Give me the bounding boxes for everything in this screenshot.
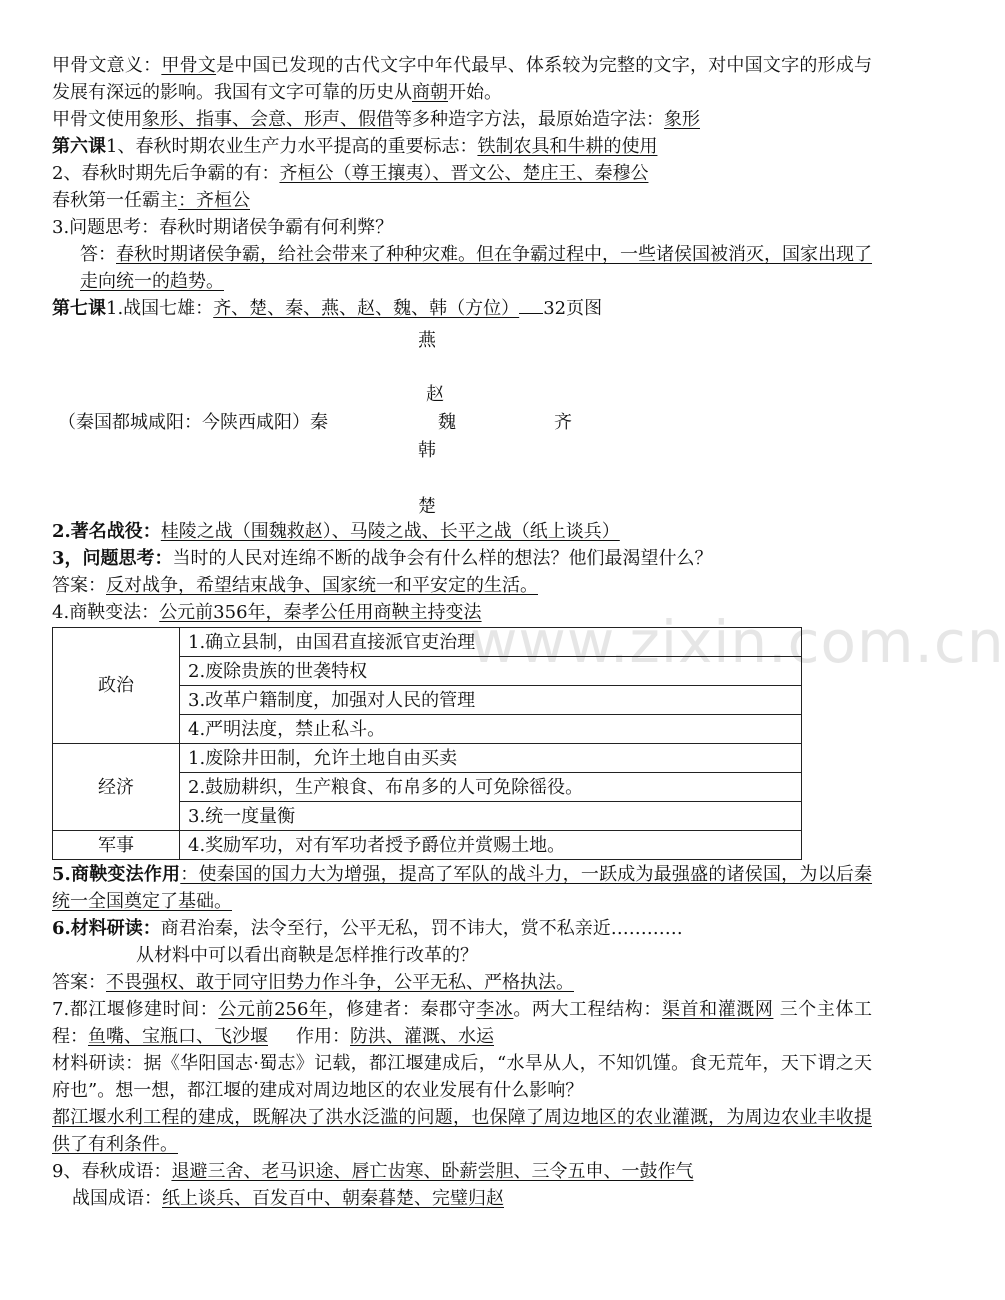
q7-main-label: 三个主体工程： — [52, 999, 873, 1047]
lesson6-a4-text: 春秋时期诸侯争霸，给社会带来了种种灾难。但在争霸过程中，一些诸侯国被消灭，国家出现了走向统一的趋势。 — [80, 244, 872, 292]
lesson7-q1 — [52, 295, 872, 322]
table-cell: 4.奖励军功，对有军功者授予爵位并赏赐土地。 — [180, 831, 802, 860]
map-chu: 楚 — [418, 496, 436, 517]
reform-table — [52, 627, 802, 860]
table-cell: 2.鼓励耕织，生产粮食、布帛多的人可免除徭役。 — [180, 773, 802, 802]
watermark: www.zixin.com.cn — [470, 608, 1005, 676]
lesson6-q4: 3.问题思考：春秋时期诸侯争霸有何利弊？ — [52, 217, 394, 238]
map-han: 韩 — [418, 440, 436, 461]
map-yan: 燕 — [418, 330, 436, 351]
lesson7-q4 — [52, 599, 872, 626]
lesson6-title: 第六课 — [52, 136, 106, 157]
q6-text: 商君治秦，法令至行，公平无私，罚不讳大，赏不私亲近………… — [160, 918, 683, 939]
table-cell: 1.废除井田制，允许土地自由买卖 — [180, 744, 802, 773]
category-economy: 经济 — [53, 744, 180, 831]
q7-func-label: 作用： — [296, 1026, 350, 1047]
q7-time: 公元前256年 — [218, 999, 328, 1020]
table-row — [53, 831, 802, 860]
q9-label: 9、春秋成语： — [52, 1161, 172, 1182]
q7-label: 7.都江堰修建时间： — [52, 999, 219, 1020]
q6-label: 6.材料研读： — [52, 918, 161, 939]
lesson7-q10 — [52, 1185, 872, 1212]
oracle-meaning-end: 开始。 — [448, 82, 502, 103]
oracle-original-method: 象形 — [664, 109, 700, 130]
table-cell: 2.废除贵族的世袭特权 — [180, 657, 802, 686]
category-politics: 政治 — [53, 628, 180, 744]
q4-text: 公元前356年，秦孝公任用商鞅主持变法 — [159, 602, 482, 623]
map-zhao: 赵 — [426, 384, 444, 405]
q10-text: 纸上谈兵、百发百中、朝秦暮楚、完璧归赵 — [162, 1188, 504, 1209]
lesson7-battles — [52, 518, 872, 545]
oracle-meaning — [52, 52, 872, 106]
table-cell: 4.严明法度，禁止私斗。 — [180, 715, 802, 744]
lesson6-q1-text: 1、春秋时期农业生产力水平提高的重要标志： — [106, 136, 478, 157]
lesson7-q1-text: 1.战国七雄： — [106, 298, 214, 319]
q7-struct: 渠首和灌溉网 — [661, 999, 774, 1020]
q9-text: 退避三舍、老马识途、唇亡齿寒、卧薪尝胆、三令五申、一鼓作气 — [171, 1161, 694, 1182]
seven-states-map — [52, 322, 872, 517]
table-cell: 1.确立县制，由国君直接派官吏治理 — [180, 628, 802, 657]
lesson6-a1: 铁制农具和牛耕的使用 — [477, 136, 658, 157]
q5-text: ：使秦国的国力大为增强，提高了军队的战斗力，一跃成为最强盛的诸侯国，为以后秦统一全国奠定了基础。 — [52, 864, 873, 912]
table-row — [53, 744, 802, 773]
lesson7-title: 第七课 — [52, 298, 106, 319]
table-row — [53, 628, 802, 657]
battles-label: 2.著名战役： — [52, 521, 161, 542]
q5-label: 5.商鞅变法作用 — [52, 864, 181, 885]
oracle-methods: 象形、指事、会意、形声、假借 — [142, 109, 394, 130]
lesson7-a6 — [52, 969, 872, 996]
q3-text: 当时的人民对连绵不断的战争会有什么样的想法？他们最渴望什么？ — [172, 548, 713, 569]
lesson6-a4 — [52, 241, 872, 295]
oracle-dynasty: 商朝 — [412, 82, 448, 103]
lesson6-q3 — [52, 187, 872, 214]
oracle-term: 甲骨文 — [161, 55, 217, 76]
q10-label: 战国成语： — [72, 1188, 162, 1209]
lesson7-a3 — [52, 572, 872, 599]
q7-func: 防洪、灌溉、水运 — [350, 1026, 494, 1047]
oracle-use — [52, 106, 872, 133]
lesson7-page-ref: 32页图 — [543, 298, 603, 319]
table-cell: 3.统一度量衡 — [180, 802, 802, 831]
lesson7-q9 — [52, 1158, 872, 1185]
lesson7-q7 — [52, 996, 872, 1050]
lesson6-q2 — [52, 160, 872, 187]
lesson7-a1: 齐、楚、秦、燕、赵、魏、韩（方位） — [213, 298, 520, 319]
map-wei: 魏 — [438, 412, 456, 433]
battles-text: 桂陵之战（围魏救赵）、马陵之战、长平之战（纸上谈兵） — [160, 521, 620, 542]
a3-label: 答案： — [52, 575, 106, 596]
lesson6-q2-text: 2、春秋时期先后争霸的有： — [52, 163, 280, 184]
table-cell: 3.改革户籍制度，加强对人民的管理 — [180, 686, 802, 715]
q3-label: 3，问题思考： — [52, 548, 173, 569]
q7-struct-label: 。两大工程结构： — [513, 999, 662, 1020]
lesson6-a2: 齐桓公（尊王攘夷）、晋文公、楚庄王、秦穆公 — [279, 163, 649, 184]
category-military: 军事 — [53, 831, 180, 860]
a6-text: 不畏强权、敢于同守旧势力作斗争，公平无私、严格执法。 — [106, 972, 574, 993]
oracle-meaning-label: 甲骨文意义： — [52, 55, 162, 76]
lesson7-q7-material: 材料研读：据《华阳国志·蜀志》记载，都江堰建成后，“水旱从人，不知饥馑。食无荒年，天下谓之天府也”。想一想，都江堰的建成对周边地区的农业发展有什么影响？ — [52, 1053, 872, 1101]
lesson6-a3: ：齐桓公 — [178, 190, 250, 211]
lesson7-q3 — [52, 545, 872, 572]
oracle-use-text: 等多种造字方法，最原始造字法： — [394, 109, 664, 130]
map-qin: （秦国都城咸阳：今陕西咸阳）秦 — [58, 412, 328, 433]
document-page — [52, 52, 872, 1212]
q7-builder: 李冰 — [476, 999, 514, 1020]
q7-builder-label: ，修建者：秦郡守 — [327, 999, 477, 1020]
a3-text: 反对战争，希望结束战争、国家统一和平安定的生活。 — [106, 575, 538, 596]
a6-label: 答案： — [52, 972, 106, 993]
lesson7-q6-question: 从材料中可以看出商鞅是怎样推行改革的？ — [136, 945, 478, 966]
q7-main: 鱼嘴、宝瓶口、飞沙堰 — [88, 1026, 268, 1047]
oracle-meaning-text: 是中国已发现的古代文字中年代最早、体系较为完整的文字，对中国文字的形成与发展有深远的影响。我国有文字可靠的历史从 — [52, 55, 873, 103]
lesson6-q1 — [52, 133, 872, 160]
lesson7-q5 — [52, 861, 872, 915]
lesson7-q6 — [52, 915, 872, 942]
map-qi: 齐 — [554, 412, 572, 433]
lesson6-a4-label: 答： — [80, 244, 116, 265]
q4-label: 4.商鞅变法： — [52, 602, 160, 623]
oracle-use-label: 甲骨文使用 — [52, 109, 142, 130]
lesson6-q3-text: 春秋第一任霸主 — [52, 190, 178, 211]
lesson7-a7: 都江堰水利工程的建成，既解决了洪水泛滥的问题，也保障了周边地区的农业灌溉，为周边农业丰收提供了有利条件。 — [52, 1107, 872, 1155]
